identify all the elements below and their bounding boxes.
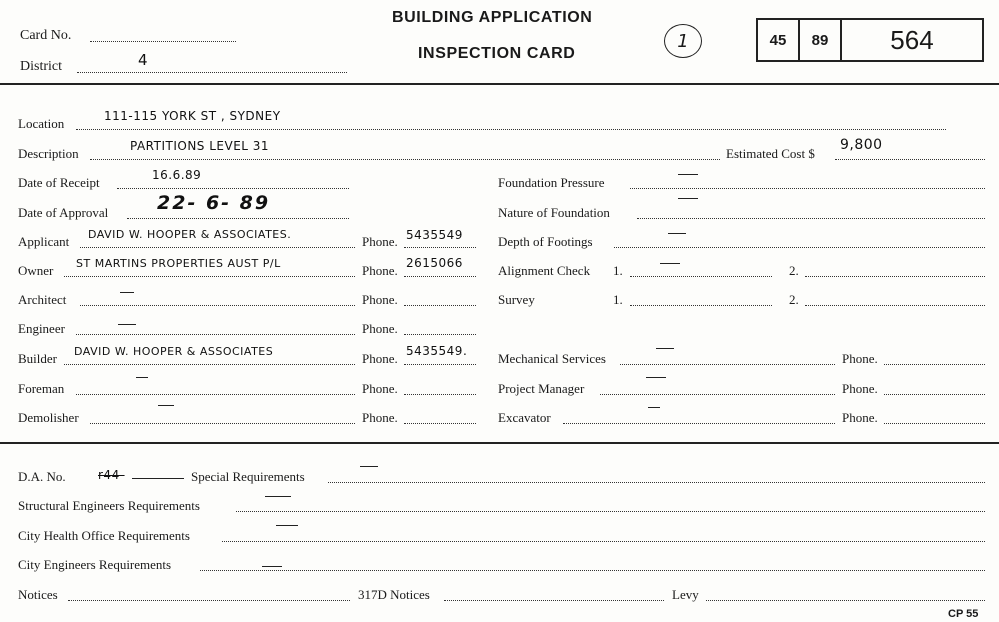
builder-phone-field — [404, 364, 476, 365]
owner-label: Owner — [18, 263, 54, 278]
health-requirements-label: City Health Office Requirements — [18, 528, 190, 543]
special-requirements-label: Special Requirements — [191, 469, 305, 484]
project-manager-phone-label: Phone. — [842, 381, 878, 396]
da-no-dash — [132, 478, 184, 479]
survey-label: Survey — [498, 292, 535, 307]
form-code: CP 55 — [948, 608, 979, 620]
survey-2-field — [805, 305, 985, 306]
alignment-check-label: Alignment Check — [498, 263, 591, 278]
alignment-1-label: 1. — [613, 263, 623, 278]
city-engineers-dash — [262, 566, 282, 567]
builder-phone-label: Phone. — [362, 351, 398, 366]
demolisher-field — [90, 423, 355, 424]
engineer-phone-label: Phone. — [362, 321, 398, 336]
structural-dash — [265, 496, 291, 497]
foreman-phone-field — [404, 394, 476, 395]
number-box-c — [840, 18, 984, 62]
foreman-label: Foreman — [18, 381, 65, 396]
foundation-pressure-dash — [678, 174, 698, 175]
notices-317d-label: 317D Notices — [358, 587, 430, 602]
da-no-value: r44- — [98, 468, 125, 482]
da-no-label: D.A. No. — [18, 469, 66, 484]
form-title-line2: INSPECTION CARD — [418, 45, 576, 62]
builder-value: DAVID W. HOOPER & ASSOCIATES — [74, 345, 274, 358]
alignment-dash — [660, 263, 680, 264]
applicant-phone-label: Phone. — [362, 234, 398, 249]
description-value: PARTITIONS LEVEL 31 — [130, 139, 270, 153]
number-box-b — [798, 18, 842, 62]
architect-dash — [120, 292, 134, 293]
owner-value: ST MARTINS PROPERTIES AUST P/L — [76, 257, 281, 270]
card-no-label: Card No. — [20, 28, 72, 43]
description-field — [90, 159, 720, 160]
demolisher-dash — [158, 405, 174, 406]
notices-field — [68, 600, 350, 601]
depth-footings-label: Depth of Footings — [498, 234, 593, 249]
architect-field — [80, 305, 355, 306]
excavator-field — [563, 423, 835, 424]
special-requirements-dash — [360, 466, 378, 467]
engineer-dash — [118, 324, 136, 325]
alignment-2-label: 2. — [789, 263, 799, 278]
survey-1-field — [630, 305, 772, 306]
district-label: District — [20, 59, 62, 74]
notices-317d-field — [444, 600, 664, 601]
excavator-dash — [648, 407, 660, 408]
engineer-field — [76, 334, 355, 335]
date-approval-label: Date of Approval — [18, 205, 109, 220]
mechanical-phone-label: Phone. — [842, 351, 878, 366]
estimated-cost-label: Estimated Cost $ — [726, 146, 815, 161]
notices-label: Notices — [18, 587, 58, 602]
estimated-cost-value: 9,800 — [840, 137, 883, 153]
city-engineers-requirements-field — [200, 570, 985, 571]
district-field — [77, 72, 347, 73]
circled-number-value: 1 — [677, 30, 689, 52]
district-value: 4 — [138, 51, 149, 69]
date-approval-field — [127, 218, 349, 219]
engineer-label: Engineer — [18, 321, 65, 336]
builder-field — [64, 364, 355, 365]
excavator-phone-field — [884, 423, 985, 424]
owner-field — [64, 276, 355, 277]
engineer-phone-field — [404, 334, 476, 335]
applicant-phone-value: 5435549 — [406, 228, 463, 242]
applicant-label: Applicant — [18, 234, 70, 249]
project-manager-phone-field — [884, 394, 985, 395]
foundation-pressure-label: Foundation Pressure — [498, 175, 605, 190]
applicant-field — [80, 247, 355, 248]
excavator-phone-label: Phone. — [842, 410, 878, 425]
owner-phone-field — [404, 276, 476, 277]
excavator-label: Excavator — [498, 410, 551, 425]
circled-number — [664, 24, 702, 58]
survey-2-label: 2. — [789, 292, 799, 307]
applicant-phone-field — [404, 247, 476, 248]
owner-phone-label: Phone. — [362, 263, 398, 278]
mechanical-dash — [656, 348, 674, 349]
architect-phone-field — [404, 305, 476, 306]
date-receipt-field — [117, 188, 349, 189]
header-divider — [0, 83, 999, 85]
alignment-2-field — [805, 276, 985, 277]
project-manager-label: Project Manager — [498, 381, 585, 396]
location-value: 111-115 YORK ST , SYDNEY — [104, 109, 281, 123]
depth-footings-field — [614, 247, 985, 248]
foreman-field — [76, 394, 355, 395]
mechanical-phone-field — [884, 364, 985, 365]
nature-foundation-label: Nature of Foundation — [498, 205, 610, 220]
foreman-dash — [136, 377, 148, 378]
number-box-a-value: 45 — [769, 31, 787, 49]
alignment-1-field — [630, 276, 772, 277]
levy-field — [706, 600, 985, 601]
location-field — [76, 129, 946, 130]
project-manager-dash — [646, 377, 666, 378]
nature-foundation-dash — [678, 198, 698, 199]
mechanical-services-field — [620, 364, 835, 365]
survey-1-label: 1. — [613, 292, 623, 307]
number-box-c-value: 564 — [890, 24, 934, 55]
applicant-value: DAVID W. HOOPER & ASSOCIATES. — [88, 228, 292, 241]
location-label: Location — [18, 116, 65, 131]
project-manager-field — [600, 394, 835, 395]
structural-requirements-label: Structural Engineers Requirements — [18, 498, 200, 513]
demolisher-phone-field — [404, 423, 476, 424]
owner-phone-value: 2615066 — [406, 256, 463, 270]
depth-footings-dash — [668, 233, 686, 234]
mechanical-services-label: Mechanical Services — [498, 351, 606, 366]
levy-label: Levy — [672, 587, 699, 602]
number-box-a — [756, 18, 800, 62]
builder-label: Builder — [18, 351, 57, 366]
card-no-field — [90, 41, 236, 42]
number-box-b-value: 89 — [811, 31, 829, 49]
date-receipt-label: Date of Receipt — [18, 175, 100, 190]
foundation-pressure-field — [630, 188, 985, 189]
architect-phone-label: Phone. — [362, 292, 398, 307]
special-requirements-field — [328, 482, 985, 483]
health-requirements-field — [222, 541, 985, 542]
city-engineers-requirements-label: City Engineers Requirements — [18, 557, 172, 572]
demolisher-label: Demolisher — [18, 410, 79, 425]
nature-foundation-field — [637, 218, 985, 219]
structural-requirements-field — [236, 511, 985, 512]
description-label: Description — [18, 146, 79, 161]
details-divider — [0, 442, 999, 444]
health-dash — [276, 525, 298, 526]
estimated-cost-field — [835, 159, 985, 160]
builder-phone-value: 5435549. — [406, 344, 468, 358]
foreman-phone-label: Phone. — [362, 381, 398, 396]
date-approval-value: 22- 6- 89 — [157, 192, 271, 214]
date-receipt-value: 16.6.89 — [152, 168, 202, 182]
form-title-line1: BUILDING APPLICATION — [392, 9, 593, 26]
architect-label: Architect — [18, 292, 67, 307]
demolisher-phone-label: Phone. — [362, 410, 398, 425]
